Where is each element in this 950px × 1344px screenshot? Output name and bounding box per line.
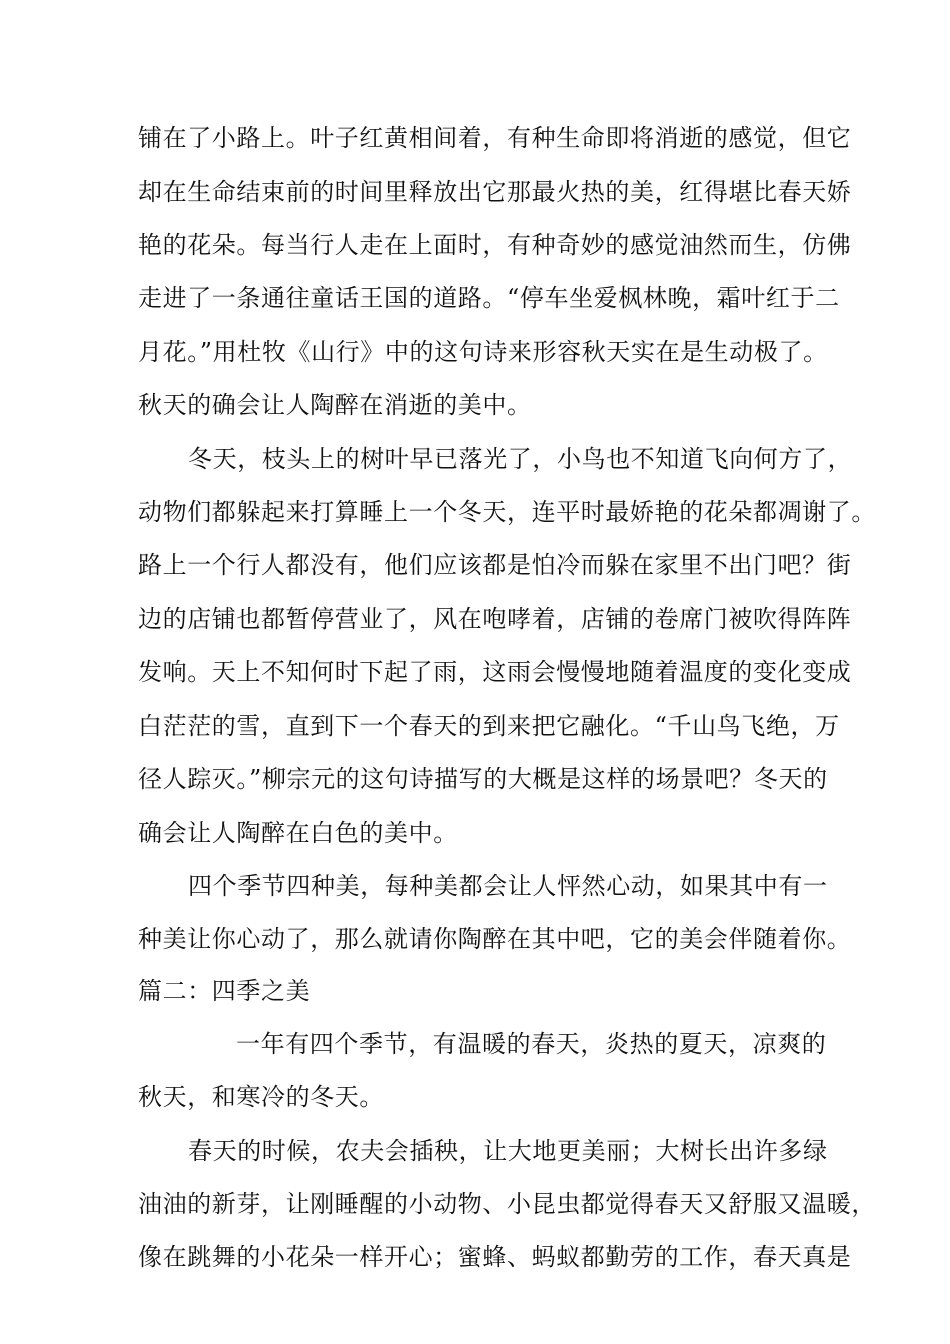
paragraph-first-line: 春天的时候，农夫会插秧，让大地更美丽；大树长出许多绿 — [188, 1137, 828, 1165]
text-line: 径人踪灭。”柳宗元的这句诗描写的大概是这样的场景吧？冬天的 — [138, 765, 828, 793]
paragraph-first-line: 四个季节四种美，每种美都会让人怦然心动，如果其中有一 — [188, 872, 828, 900]
section-heading: 篇二：四季之美 — [138, 977, 311, 1005]
text-line: 边的店铺也都暂停营业了，风在咆哮着，店铺的卷席门被吹得阵阵 — [138, 605, 852, 633]
text-line: 铺在了小路上。叶子红黄相间着，有种生命即将消逝的感觉，但它 — [138, 124, 852, 152]
text-line: 动物们都躲起来打算睡上一个冬天，连平时最娇艳的花朵都凋谢了。 — [138, 498, 876, 526]
text-line: 艳的花朵。每当行人走在上面时，有种奇妙的感觉油然而生，仿佛 — [138, 231, 852, 259]
text-line: 种美让你心动了，那么就请你陶醉在其中吧，它的美会伴随着你。 — [138, 925, 852, 953]
text-line: 路上一个行人都没有，他们应该都是怕冷而躲在家里不出门吧？街 — [138, 551, 852, 579]
text-line: 月花。”用杜牧《山行》中的这句诗来形容秋天实在是生动极了。 — [138, 338, 828, 366]
text-line: 发响。天上不知何时下起了雨，这雨会慢慢地随着温度的变化变成 — [138, 658, 852, 686]
paragraph-first-line: 一年有四个季节，有温暖的春天，炎热的夏天，凉爽的 — [236, 1030, 827, 1058]
text-line: 白茫茫的雪，直到下一个春天的到来把它融化。“千山鸟飞绝，万 — [138, 712, 840, 740]
text-line: 秋天的确会让人陶醉在消逝的美中。 — [138, 391, 532, 419]
text-line: 确会让人陶醉在白色的美中。 — [138, 819, 458, 847]
text-line: 秋天，和寒冷的冬天。 — [138, 1083, 384, 1111]
paragraph-first-line: 冬天，枝头上的树叶早已落光了，小鸟也不知道飞向何方了， — [188, 445, 853, 473]
text-line: 走进了一条通往童话王国的道路。“停车坐爱枫林晚，霜叶红于二 — [138, 284, 840, 312]
text-line: 却在生命结束前的时间里释放出它那最火热的美，红得堪比春天娇 — [138, 178, 852, 206]
text-line: 像在跳舞的小花朵一样开心；蜜蜂、蚂蚁都勤劳的工作，春天真是 — [138, 1243, 852, 1271]
text-line: 油油的新芽，让刚睡醒的小动物、小昆虫都觉得春天又舒服又温暖， — [138, 1190, 876, 1218]
